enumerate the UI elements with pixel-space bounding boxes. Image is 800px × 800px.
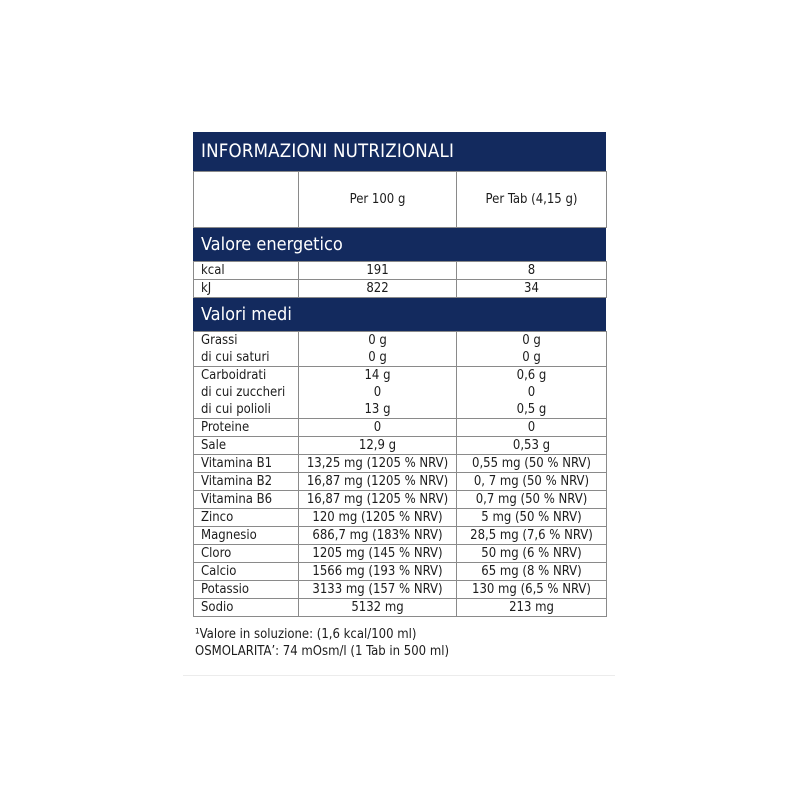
value-per100: 1566 mg (193 % NRV): [299, 563, 457, 581]
column-header-table: [193, 171, 607, 228]
carbo-pertab-cell: [457, 367, 607, 419]
value-polioli-pertab: 0,5 g: [516, 402, 547, 417]
value-pertab: 130 mg (6,5 % NRV): [457, 581, 607, 599]
value-per100: 3133 mg (157 % NRV): [299, 581, 457, 599]
carbo-per100-cell: [299, 367, 457, 419]
value-saturi-per100: 0 g: [368, 350, 387, 365]
value-grassi-per100: 0 g: [368, 333, 387, 348]
row-label: Magnesio: [194, 527, 299, 545]
row-label: Cloro: [194, 545, 299, 563]
value-pertab: 5 mg (50 % NRV): [457, 509, 607, 527]
row-label: Calcio: [194, 563, 299, 581]
value-pertab: 0,55 mg (50 % NRV): [457, 455, 607, 473]
value-carboidrati-pertab: 0,6 g: [516, 368, 547, 383]
table-row: [194, 455, 607, 473]
row-label: Vitamina B1: [194, 455, 299, 473]
empty-header-cell: [194, 172, 299, 228]
value-per100: 16,87 mg (1205 % NRV): [299, 491, 457, 509]
column-header-per-tab: Per Tab (4,15 g): [457, 172, 607, 228]
value-pertab: 8: [457, 262, 607, 280]
values-table: [193, 331, 607, 617]
row-label: Vitamina B6: [194, 491, 299, 509]
carbo-labels-cell: [194, 367, 299, 419]
row-label: Zinco: [194, 509, 299, 527]
energy-table: [193, 261, 607, 298]
column-header-row: [194, 172, 607, 228]
value-pertab: 50 mg (6 % NRV): [457, 545, 607, 563]
grassi-per100-cell: [299, 332, 457, 367]
value-per100: 0: [299, 419, 457, 437]
value-pertab: 0,53 g: [457, 437, 607, 455]
carbo-group-row: [194, 367, 607, 419]
row-label-saturi: di cui saturi: [201, 350, 270, 365]
value-pertab: 34: [457, 280, 607, 298]
row-label: Sale: [194, 437, 299, 455]
row-label: Proteine: [194, 419, 299, 437]
row-label-grassi: Grassi: [201, 333, 238, 348]
table-row: [194, 581, 607, 599]
column-header-per-100g: Per 100 g: [299, 172, 457, 228]
table-row: [194, 527, 607, 545]
value-per100: 822: [299, 280, 457, 298]
table-row: [194, 473, 607, 491]
table-row: [194, 437, 607, 455]
row-label-zuccheri: di cui zuccheri: [201, 385, 286, 400]
value-pertab: 0, 7 mg (50 % NRV): [457, 473, 607, 491]
table-row: [194, 563, 607, 581]
row-label: Potassio: [194, 581, 299, 599]
value-polioli-per100: 13 g: [364, 402, 391, 417]
value-per100: 120 mg (1205 % NRV): [299, 509, 457, 527]
table-row: [194, 491, 607, 509]
footnote-osmolarity: OSMOLARITA’: 74 mOsm/l (1 Tab in 500 ml): [195, 644, 450, 659]
row-label: kcal: [194, 262, 299, 280]
footnote-solution: ¹Valore in soluzione: (1,6 kcal/100 ml): [195, 627, 417, 642]
row-label-polioli: di cui polioli: [201, 402, 271, 417]
value-per100: 13,25 mg (1205 % NRV): [299, 455, 457, 473]
table-row: [194, 509, 607, 527]
divider: [183, 675, 615, 676]
grassi-pertab-cell: [457, 332, 607, 367]
value-pertab: 65 mg (8 % NRV): [457, 563, 607, 581]
value-pertab: 213 mg: [457, 599, 607, 617]
table-row: [194, 280, 607, 298]
table-title: INFORMAZIONI NUTRIZIONALI: [193, 132, 606, 171]
table-row: [194, 419, 607, 437]
value-zuccheri-pertab: 0: [527, 385, 536, 400]
table-row: [194, 262, 607, 280]
table-row: [194, 599, 607, 617]
value-saturi-pertab: 0 g: [522, 350, 541, 365]
section-title-energy: Valore energetico: [193, 228, 606, 261]
value-zuccheri-per100: 0: [373, 385, 382, 400]
value-per100: 16,87 mg (1205 % NRV): [299, 473, 457, 491]
value-grassi-pertab: 0 g: [522, 333, 541, 348]
table-row: [194, 545, 607, 563]
row-label-carboidrati: Carboidrati: [201, 368, 267, 383]
value-per100: 191: [299, 262, 457, 280]
row-label: kJ: [194, 280, 299, 298]
nutrition-panel: [193, 132, 606, 660]
value-carboidrati-per100: 14 g: [364, 368, 391, 383]
grassi-group-row: [194, 332, 607, 367]
value-pertab: 0,7 mg (50 % NRV): [457, 491, 607, 509]
value-pertab: 28,5 mg (7,6 % NRV): [457, 527, 607, 545]
row-label: Sodio: [194, 599, 299, 617]
value-per100: 1205 mg (145 % NRV): [299, 545, 457, 563]
grassi-labels-cell: [194, 332, 299, 367]
row-label: Vitamina B2: [194, 473, 299, 491]
footnotes: [193, 626, 606, 660]
value-per100: 686,7 mg (183% NRV): [299, 527, 457, 545]
value-pertab: 0: [457, 419, 607, 437]
section-title-medi: Valori medi: [193, 298, 606, 331]
value-per100: 5132 mg: [299, 599, 457, 617]
value-per100: 12,9 g: [299, 437, 457, 455]
